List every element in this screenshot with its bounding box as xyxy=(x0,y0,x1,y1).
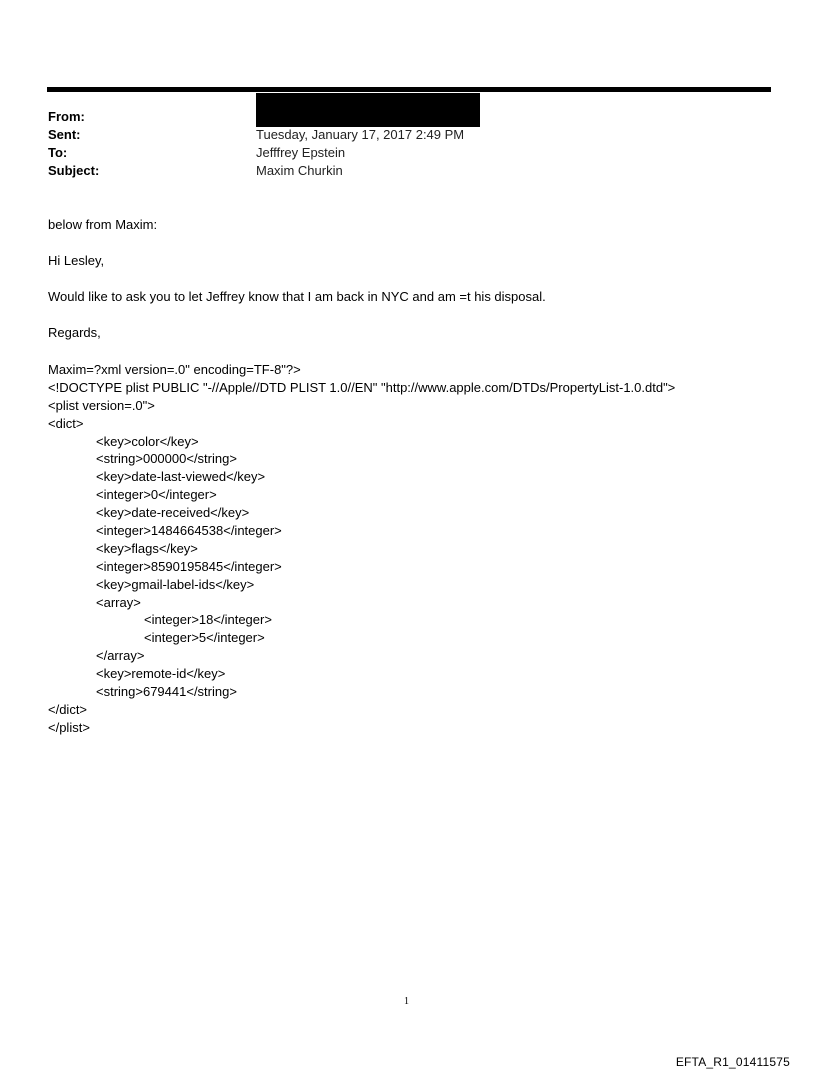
code-line: <key>date-received</key> xyxy=(96,505,250,521)
code-line: <string>000000</string> xyxy=(96,451,237,467)
code-line: <string>679441</string> xyxy=(96,684,237,700)
code-line: <integer>8590195845</integer> xyxy=(96,558,282,574)
header-divider xyxy=(47,87,771,92)
body-message: Would like to ask you to let Jeffrey know that I am back in NYC and am =t his disposal. xyxy=(48,289,546,304)
subject-label: Subject: xyxy=(48,163,100,178)
body-closing: Regards, xyxy=(48,325,101,340)
code-line: <!DOCTYPE plist PUBLIC "-//Apple//DTD PLIST 1.0//EN" "http://www.apple.com/DTDs/PropertyList-1.0.dtd"> xyxy=(48,379,676,395)
plist-code-block xyxy=(48,361,675,737)
sent-label: Sent: xyxy=(48,127,81,142)
code-line: Maxim=?xml version=.0" encoding=TF-8"?> xyxy=(48,362,301,377)
code-line: <integer>0</integer> xyxy=(96,487,217,503)
bates-number: EFTA_R1_01411575 xyxy=(675,1055,790,1069)
code-line: </dict> xyxy=(48,701,88,717)
code-line: <key>color</key> xyxy=(96,433,199,449)
code-line: <integer>1484664538</integer> xyxy=(96,523,282,539)
body-intro: below from Maxim: xyxy=(48,217,158,232)
code-line: <key>flags</key> xyxy=(96,540,198,556)
header-subject-row xyxy=(48,162,748,180)
header-to-row xyxy=(48,144,748,162)
page-number: 1 xyxy=(404,996,409,1007)
header-sent-row xyxy=(48,126,748,144)
subject-value: Maxim Churkin xyxy=(256,163,343,178)
code-line: <key>gmail-label-ids</key> xyxy=(96,576,255,592)
code-line: <array> xyxy=(96,594,141,610)
code-line: <key>date-last-viewed</key> xyxy=(96,469,266,485)
code-line: <key>remote-id</key> xyxy=(96,666,226,682)
body-greeting: Hi Lesley, xyxy=(48,253,105,268)
code-line: <plist version=.0"> xyxy=(48,397,155,413)
to-value: Jefffrey Epstein xyxy=(256,145,346,160)
redaction-block xyxy=(256,93,480,127)
code-line: <integer>18</integer> xyxy=(144,612,272,628)
from-label: From: xyxy=(48,109,85,124)
code-line: <integer>5</integer> xyxy=(144,630,265,646)
code-line: </array> xyxy=(96,648,145,664)
to-label: To: xyxy=(48,145,68,160)
code-line: </plist> xyxy=(48,719,90,735)
code-line: <dict> xyxy=(48,415,84,431)
sent-value: Tuesday, January 17, 2017 2:49 PM xyxy=(256,127,465,142)
